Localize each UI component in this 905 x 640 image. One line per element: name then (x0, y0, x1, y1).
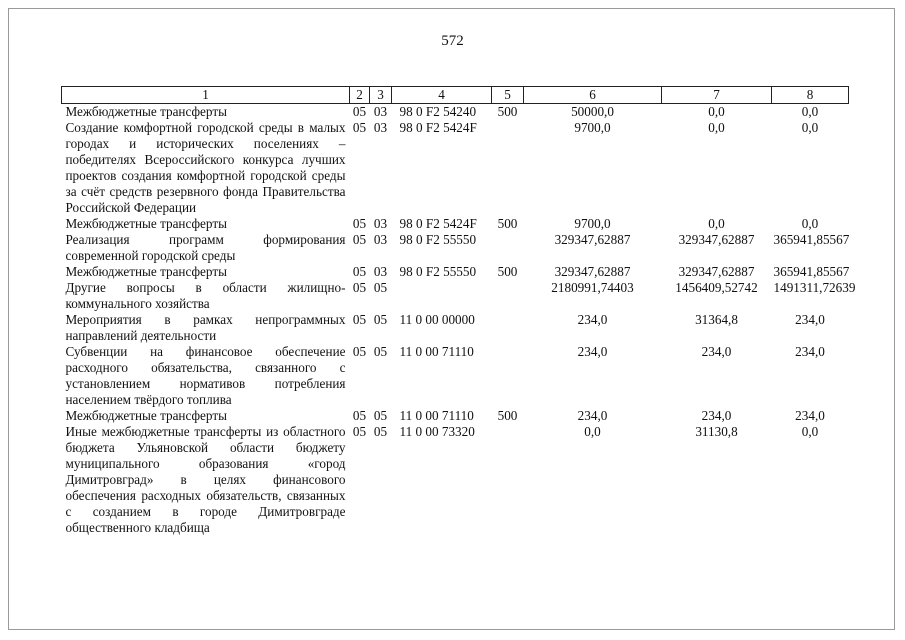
column-header: 5 (492, 87, 524, 104)
cell-amount-col8: 1491311,72639 (773, 280, 856, 295)
cell-amount-col7: 31364,8 (695, 312, 738, 327)
cell-amount-col8: 0,0 (801, 216, 819, 231)
cell-amount-col6: 234,0 (577, 312, 608, 327)
cell-amount-col6: 9700,0 (574, 120, 611, 135)
cell-expense-type: 500 (497, 264, 518, 279)
table-row (62, 104, 849, 121)
cell-expense-type (492, 232, 524, 264)
cell-subsection: 03 (373, 264, 388, 279)
cell-section: 05 (352, 344, 367, 359)
cell-amount-col8: 0,0 (801, 104, 819, 119)
page-number: 572 (441, 33, 464, 49)
cell-target-article: 98 0 F2 55550 (399, 232, 477, 247)
row-description: Межбюджетные трансферты (65, 264, 227, 279)
cell-subsection: 05 (373, 424, 388, 439)
cell-section: 05 (352, 120, 367, 135)
cell-amount-col8: 234,0 (795, 408, 825, 423)
column-header: 6 (524, 87, 662, 104)
cell-amount-col8: 0,0 (801, 120, 819, 135)
row-description: Иные межбюджетные трансферты из областного бюджета Ульяновской области бюджету муниципального образования «город Димитровград» в целях финансового обеспечения расходных обязательств, связанных с созданием в городе Димитровграде общественного кладбища (65, 424, 346, 535)
cell-section: 05 (352, 216, 367, 231)
cell-amount-col7: 234,0 (701, 408, 732, 423)
cell-section: 05 (352, 232, 367, 247)
cell-expense-type: 500 (497, 216, 518, 231)
cell-amount-col6: 9700,0 (574, 216, 611, 231)
cell-section: 05 (352, 312, 367, 327)
cell-target-article: 11 0 00 71110 (399, 344, 474, 359)
cell-target-article: 98 0 F2 54240 (399, 104, 477, 119)
cell-expense-type (492, 312, 524, 344)
cell-amount-col8: 234,0 (795, 344, 825, 359)
cell-target-article (392, 280, 492, 312)
cell-section: 05 (352, 424, 367, 439)
cell-expense-type (492, 120, 524, 216)
column-header: 7 (662, 87, 772, 104)
cell-amount-col7: 0,0 (708, 216, 725, 231)
cell-target-article: 11 0 00 71110 (399, 408, 474, 423)
cell-amount-col7: 31130,8 (695, 424, 738, 439)
cell-amount-col6: 329347,62887 (554, 264, 631, 279)
cell-amount-col6: 329347,62887 (554, 232, 631, 247)
cell-amount-col6: 2180991,74403 (551, 280, 634, 295)
cell-subsection: 03 (373, 232, 388, 247)
column-header: 3 (370, 87, 392, 104)
cell-expense-type: 500 (497, 104, 518, 119)
table-row (62, 280, 849, 312)
cell-amount-col8: 365941,85567 (773, 264, 850, 279)
table-row (62, 264, 849, 280)
cell-expense-type (492, 280, 524, 312)
cell-amount-col6: 50000,0 (571, 104, 614, 119)
cell-amount-col8: 0,0 (801, 424, 819, 439)
cell-subsection: 03 (373, 120, 388, 135)
table-body (62, 104, 856, 537)
table-row (62, 232, 849, 264)
row-description: Межбюджетные трансферты (65, 216, 227, 231)
cell-target-article: 98 0 F2 5424F (399, 120, 477, 135)
cell-amount-col6: 234,0 (577, 408, 608, 423)
cell-expense-type (492, 424, 524, 536)
cell-amount-col8: 365941,85567 (773, 232, 850, 247)
cell-target-article: 11 0 00 73320 (399, 424, 475, 439)
cell-section: 05 (352, 104, 367, 119)
column-header: 1 (62, 87, 350, 104)
cell-amount-col6: 0,0 (584, 424, 601, 439)
cell-expense-type: 500 (497, 408, 518, 423)
cell-section: 05 (352, 264, 367, 279)
cell-amount-col7: 329347,62887 (678, 232, 755, 247)
cell-target-article: 98 0 F2 55550 (399, 264, 477, 279)
cell-expense-type (492, 344, 524, 408)
table-row (62, 408, 849, 424)
row-description: Создание комфортной городской среды в малых городах и исторических поселениях – победителях Всероссийского конкурса лучших проектов создания комфортной городской среды за счёт средств резервного фонда Правительства Российской Федерации (65, 120, 346, 215)
cell-subsection: 05 (373, 408, 388, 423)
cell-subsection: 03 (373, 216, 388, 231)
row-description: Субвенции на финансовое обеспечение расходного обязательства, связанного с установлением нормативов потребления населением твёрдого топлива (65, 344, 346, 407)
cell-subsection: 05 (373, 280, 388, 295)
cell-amount-col7: 1456409,52742 (675, 280, 758, 295)
budget-table (61, 86, 856, 536)
column-header: 2 (350, 87, 370, 104)
column-header: 4 (392, 87, 492, 104)
row-description: Мероприятия в рамках непрограммных направлений деятельности (65, 312, 346, 343)
row-description: Межбюджетные трансферты (65, 104, 227, 119)
cell-target-article: 11 0 00 00000 (399, 312, 475, 327)
table-row (62, 344, 849, 408)
cell-amount-col8: 234,0 (795, 312, 825, 327)
cell-section: 05 (352, 408, 367, 423)
table-row (62, 216, 849, 232)
row-description: Другие вопросы в области жилищно-коммунального хозяйства (65, 280, 346, 311)
cell-amount-col7: 329347,62887 (678, 264, 755, 279)
cell-amount-col7: 234,0 (701, 344, 732, 359)
table-row (62, 312, 849, 344)
cell-target-article: 98 0 F2 5424F (399, 216, 477, 231)
cell-subsection: 05 (373, 312, 388, 327)
table-row (62, 424, 849, 536)
table-header-row (62, 87, 849, 104)
cell-section: 05 (352, 280, 367, 295)
cell-amount-col7: 0,0 (708, 104, 725, 119)
cell-amount-col6: 234,0 (577, 344, 608, 359)
table-row (62, 120, 849, 216)
row-description: Межбюджетные трансферты (65, 408, 227, 423)
cell-subsection: 05 (373, 344, 388, 359)
row-description: Реализация программ формирования современной городской среды (65, 232, 346, 263)
cell-subsection: 03 (373, 104, 388, 119)
column-header: 8 (772, 87, 849, 104)
cell-amount-col7: 0,0 (708, 120, 725, 135)
